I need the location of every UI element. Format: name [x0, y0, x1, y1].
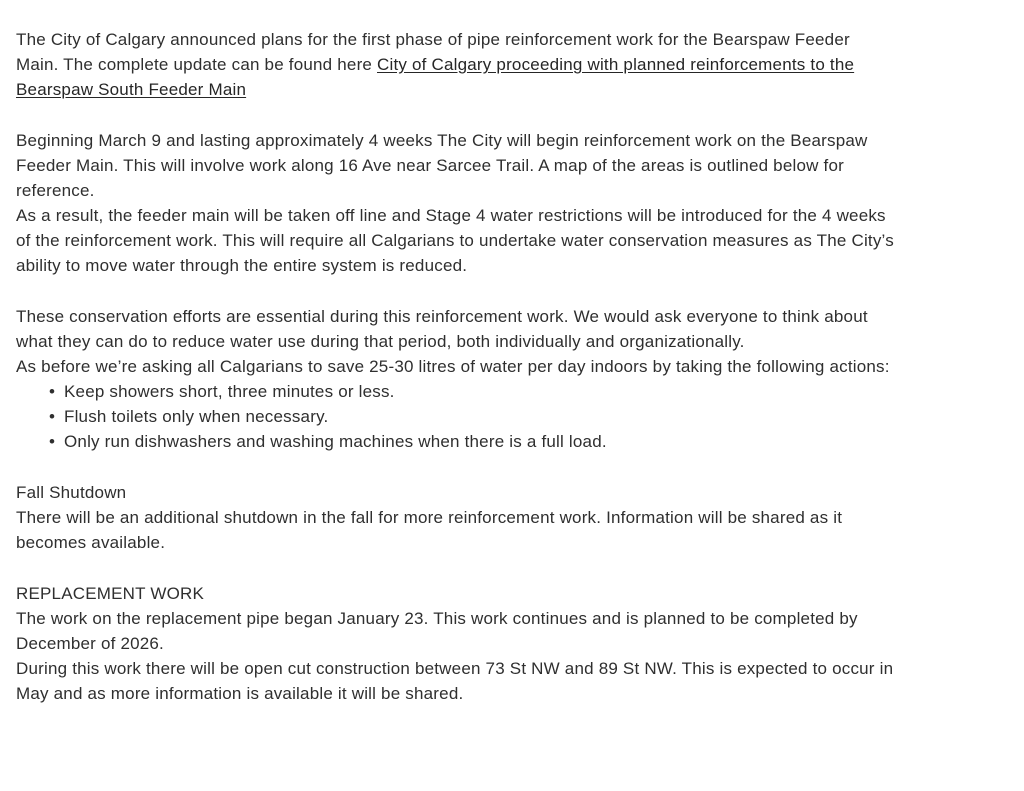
text-line	[16, 178, 1010, 203]
text-line	[16, 505, 1010, 530]
text-segment: REPLACEMENT WORK	[16, 584, 205, 603]
action-list-item: • Only run dishwashers and washing machines when there is a full load.	[64, 429, 1010, 454]
text-segment: There will be an additional shutdown in the fall for more reinforcement work. Information will be shared as it	[16, 508, 843, 527]
text-line	[16, 581, 1010, 606]
paragraph-intro	[16, 27, 1010, 102]
text-line	[16, 77, 1010, 102]
text-line	[16, 606, 1010, 631]
section-replacement-work	[16, 581, 1010, 706]
text-line	[16, 228, 1010, 253]
text-segment: As a result, the feeder main will be taken off line and Stage 4 water restrictions will be introduced for the 4 weeks	[16, 206, 886, 225]
action-list-item: • Flush toilets only when necessary.	[64, 404, 1010, 429]
text-line	[16, 656, 1010, 681]
text-segment: These conservation efforts are essential during this reinforcement work. We would ask everyone to think about	[16, 307, 868, 326]
text-line	[16, 27, 1010, 52]
text-segment: December of 2026.	[16, 634, 164, 653]
text-line	[16, 354, 1010, 379]
text-segment: Beginning March 9 and lasting approximately 4 weeks The City will begin reinforcement work on the Bearspaw	[16, 131, 868, 150]
water-saving-actions-list	[16, 379, 1010, 454]
text-segment: reference.	[16, 181, 95, 200]
text-line	[16, 52, 1010, 77]
bearspaw-update-link[interactable]: Bearspaw South Feeder Main	[16, 80, 247, 99]
text-line	[16, 253, 1010, 278]
text-segment: Feeder Main. This will involve work along 16 Ave near Sarcee Trail. A map of the areas is outlined below for	[16, 156, 844, 175]
text-line	[16, 153, 1010, 178]
text-line	[16, 631, 1010, 656]
bearspaw-update-link[interactable]: City of Calgary proceeding with planned reinforcements to the	[377, 55, 855, 74]
text-line	[16, 681, 1010, 706]
text-segment: During this work there will be open cut construction between 73 St NW and 89 St NW. This is expected to occur in	[16, 659, 894, 678]
text-segment: Fall Shutdown	[16, 483, 127, 502]
text-segment: The City of Calgary announced plans for the first phase of pipe reinforcement work for the Bearspaw Feeder	[16, 30, 850, 49]
text-segment: becomes available.	[16, 533, 166, 552]
action-list-item: • Keep showers short, three minutes or less.	[64, 379, 1010, 404]
text-segment: what they can do to reduce water use during that period, both individually and organizationally.	[16, 332, 745, 351]
paragraph-conservation	[16, 304, 1010, 379]
section-fall-shutdown	[16, 480, 1010, 555]
paragraph-reinforcement-schedule	[16, 128, 1010, 278]
text-segment: ability to move water through the entire system is reduced.	[16, 256, 468, 275]
text-line	[16, 530, 1010, 555]
text-line	[16, 128, 1010, 153]
text-line	[16, 203, 1010, 228]
text-segment: May and as more information is available it will be shared.	[16, 684, 464, 703]
text-segment: Main. The complete update can be found here	[16, 55, 378, 74]
text-line	[16, 304, 1010, 329]
text-line	[16, 329, 1010, 354]
text-segment: The work on the replacement pipe began January 23. This work continues and is planned to be completed by	[16, 609, 858, 628]
text-segment: of the reinforcement work. This will require all Calgarians to undertake water conservation measures as The City’s	[16, 231, 894, 250]
text-segment: As before we’re asking all Calgarians to save 25-30 litres of water per day indoors by taking the following actions:	[16, 357, 890, 376]
text-line	[16, 480, 1010, 505]
